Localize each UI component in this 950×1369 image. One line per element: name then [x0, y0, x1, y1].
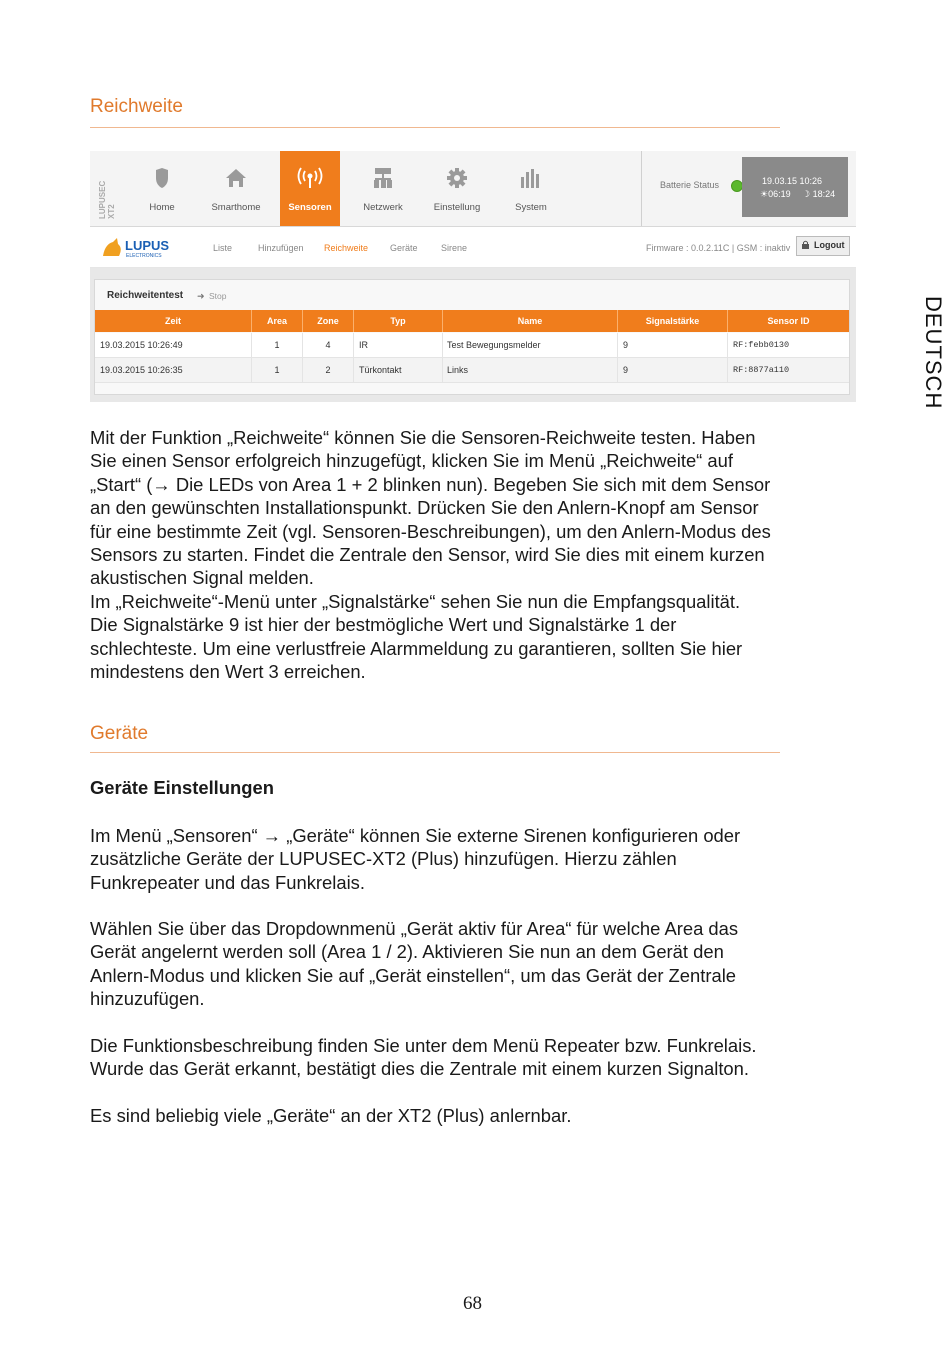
text-line: Die Funktionsbeschreibung finden Sie unter dem Menü Repeater bzw. Funkrelais.: [90, 1035, 757, 1056]
cell-name: Links: [447, 365, 469, 375]
geraete-paragraph-2: [90, 917, 850, 1011]
network-icon: [353, 167, 413, 189]
nav-item-sensoren[interactable]: [280, 151, 340, 226]
cell-divider: [442, 333, 443, 357]
sunset-time: [802, 189, 835, 200]
cell-divider: [302, 358, 303, 382]
text-line: mindestens den Wert 3 erreichen.: [90, 661, 366, 683]
moon-icon: ☽: [802, 189, 813, 199]
nav-label: Sensoren: [288, 202, 332, 213]
battery-status-label: Batterie Status: [660, 180, 720, 190]
play-icon: ➜: [197, 291, 205, 301]
nav-item-smarthome[interactable]: [206, 151, 266, 226]
nav-item-einstellung[interactable]: [427, 151, 487, 226]
sublink-reichweite[interactable]: Reichweite: [324, 243, 369, 253]
cell-sensor-id: RF:febb0130: [733, 340, 790, 350]
cell-sensor-id: RF:8877a110: [733, 365, 790, 375]
cell-typ: Türkontakt: [359, 365, 402, 375]
subheading-geraete-einstellungen: Geräte Einstellungen: [90, 777, 274, 798]
gear-icon: [427, 167, 487, 189]
cell-zeit: 19.03.2015 10:26:49: [100, 340, 183, 350]
bars-icon: [501, 167, 561, 189]
text-line: akustischen Signal melden.: [90, 567, 314, 589]
nav-label: Smarthome: [211, 202, 261, 213]
sunrise-value: 06:19: [768, 189, 791, 199]
text-line: Mit der Funktion „Reichweite“ können Sie die Sensoren-Reichweite testen. Haben: [90, 427, 756, 448]
nav-label: System: [515, 202, 547, 213]
text-line: an den gewünschten Installationspunkt. Drücken Sie den Anlern-Knopf am Sensor: [90, 497, 759, 519]
sublink-liste[interactable]: Liste: [213, 243, 233, 253]
cell-divider: [727, 333, 728, 357]
page-number: 68: [463, 1293, 482, 1314]
text-line: Im Menü „Sensoren“ → „Geräte“ können Sie externe Sirenen konfigurieren oder: [90, 825, 741, 846]
col-header-zeit: Zeit: [95, 310, 252, 332]
cell-area: 1: [274, 340, 280, 350]
cell-divider: [617, 333, 618, 357]
nav-item-home[interactable]: [132, 151, 192, 226]
cell-area: 1: [274, 365, 280, 375]
sunrise-time: [760, 189, 791, 200]
top-navigation-bar: [90, 151, 856, 227]
sun-icon: ☀: [760, 189, 769, 199]
text-line: Anlern-Modus und klicken Sie auf „Gerät einstellen“, um das Gerät der Zentrale: [90, 964, 737, 986]
table-row: [95, 358, 849, 383]
signal-icon: [280, 167, 340, 189]
cell-divider: [353, 333, 354, 357]
brand-model: XT2: [107, 204, 116, 219]
nav-label: Einstellung: [433, 202, 481, 213]
datetime-text: 19.03.15 10:26: [762, 176, 823, 186]
text-line: Wählen Sie über das Dropdownmenü „Gerät aktiv für Area“ für welche Area das: [90, 918, 739, 939]
firmware-info: Firmware : 0.0.2.11C | GSM : inaktiv: [646, 243, 791, 253]
nav-label: Home: [149, 202, 175, 213]
geraete-paragraph-1: [90, 824, 850, 894]
sublink-hinzufuegen[interactable]: Hinzufügen: [258, 243, 304, 253]
text-line: Wurde das Gerät erkannt, bestätigt dies die Zentrale mit einem kurzen Signalton.: [90, 1058, 750, 1080]
text-line: hinzuzufügen.: [90, 988, 205, 1010]
sunset-value: 18:24: [812, 189, 836, 199]
cell-divider: [727, 358, 728, 382]
text-line: für eine bestimmte Zeit (vgl. Sensoren-Beschreibungen), um den Anlern-Modus des: [90, 520, 771, 542]
cell-signal: 9: [623, 365, 629, 375]
text-line: Es sind beliebig viele „Geräte“ an der XT2 (Plus) anlernbar.: [90, 1105, 572, 1126]
stop-link[interactable]: Stop: [209, 291, 227, 301]
text-line: schlechteste. Um eine verlustfreie Alarmmeldung zu garantieren, sollten Sie hier: [90, 637, 743, 659]
section-divider: [90, 752, 780, 753]
section-heading-reichweite: Reichweite: [90, 96, 183, 117]
text-line: Sensors zu starten. Findet die Zentrale den Sensor, wird Sie dies mit einem kurzen: [90, 544, 765, 566]
sublink-geraete[interactable]: Geräte: [390, 243, 418, 253]
col-header-zone: Zone: [303, 310, 354, 332]
text-line: Funkrepeater und das Funkrelais.: [90, 871, 365, 893]
brand-vertical: [98, 159, 116, 219]
text-line: zusätzliche Geräte der LUPUSEC-XT2 (Plus) hinzufügen. Hierzu zählen: [90, 848, 677, 870]
table-header: [95, 310, 849, 332]
text-line: „Start“ (→ Die LEDs von Area 1 + 2 blinken nun). Begeben Sie sich mit dem Sensor: [90, 473, 771, 495]
house-icon: [206, 167, 266, 189]
cell-zone: 2: [325, 365, 331, 375]
cell-divider: [353, 358, 354, 382]
nav-label: Netzwerk: [363, 202, 403, 213]
brand-name: LUPUSEC: [98, 180, 107, 219]
geraete-paragraph-3: [90, 1034, 850, 1081]
logout-button[interactable]: [796, 236, 850, 256]
cell-divider: [251, 333, 252, 357]
col-header-signalstaerke: Signalstärke: [618, 310, 728, 332]
col-header-name: Name: [443, 310, 618, 332]
sub-navigation-bar: [90, 227, 856, 268]
col-header-area: Area: [252, 310, 303, 332]
section-divider: [90, 127, 780, 128]
logo-text: LUPUS: [125, 238, 170, 253]
nav-item-system[interactable]: [501, 151, 561, 226]
logo-subtext: ELECTRONICS: [126, 253, 162, 259]
lock-icon: [801, 240, 810, 249]
cell-signal: 9: [623, 340, 629, 350]
section-heading-geraete: Geräte: [90, 723, 149, 744]
cell-divider: [251, 358, 252, 382]
nav-item-netzwerk[interactable]: [353, 151, 413, 226]
table-row: [95, 333, 849, 358]
reichweite-description: [90, 426, 850, 683]
col-header-sensor-id: Sensor ID: [767, 316, 810, 326]
cell-divider: [617, 358, 618, 382]
cell-name: Test Bewegungsmelder: [447, 340, 541, 350]
cell-zeit: 19.03.2015 10:26:35: [100, 365, 183, 375]
panel-title: Reichweitentest: [107, 290, 184, 301]
nav-divider: [641, 151, 642, 226]
text-line: Sie einen Sensor erfolgreich hinzugefügt, klicken Sie im Menü „Reichweite“ auf: [90, 450, 733, 472]
sublink-sirene[interactable]: Sirene: [441, 243, 468, 253]
text-line: Gerät angelernt werden soll (Area 1 / 2). Aktivieren Sie nun an dem Gerät den: [90, 941, 724, 963]
language-side-label: [898, 296, 948, 436]
lupus-logo: [101, 236, 191, 260]
geraete-paragraph-4: [90, 1104, 850, 1127]
embedded-ui-screenshot: [90, 151, 856, 402]
shield-icon: [132, 167, 192, 189]
cell-typ: IR: [359, 340, 368, 350]
text-line: Die Signalstärke 9 ist hier der bestmögliche Wert und Signalstärke 1 der: [90, 614, 677, 636]
side-label-text: DEUTSCH: [921, 296, 946, 410]
cell-zone: 4: [325, 340, 331, 350]
cell-divider: [442, 358, 443, 382]
cell-divider: [302, 333, 303, 357]
datetime-box: [742, 157, 848, 217]
range-test-panel: [94, 279, 850, 395]
text-line: Im „Reichweite“-Menü unter „Signalstärke“ sehen Sie nun die Empfangsqualität.: [90, 590, 741, 612]
logout-label: Logout: [814, 240, 845, 250]
col-header-typ: Typ: [354, 310, 443, 332]
